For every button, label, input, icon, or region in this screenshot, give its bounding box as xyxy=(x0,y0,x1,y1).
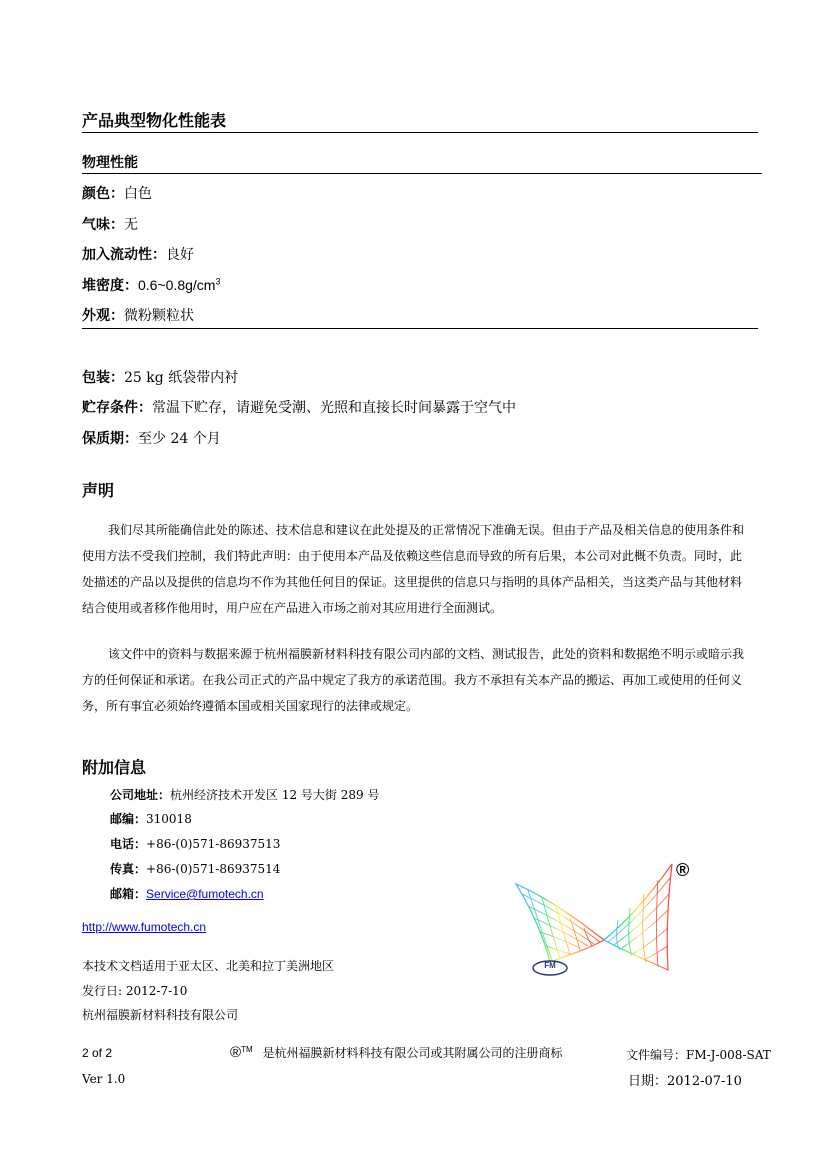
property-value: 微粉颗粒状 xyxy=(124,308,194,324)
issue-date: 发行日: 2012-7-10 xyxy=(82,984,188,998)
email-link[interactable]: Service@fumotech.cn xyxy=(146,887,264,901)
postal-code: 邮编：310018 xyxy=(110,812,192,826)
physical-heading: 物理性能 xyxy=(82,155,138,171)
superscript: 3 xyxy=(215,276,221,287)
company-name: 杭州福膜新材料科技有限公司 xyxy=(82,1008,239,1022)
property-value: 0.6~0.8g/cm xyxy=(138,277,216,293)
email: 邮箱：Service@fumotech.cn xyxy=(110,887,264,901)
document-number: 文件编号：FM-J-008-SAT xyxy=(626,1048,771,1062)
property-value: 白色 xyxy=(124,186,152,202)
property-appearance: 外观：微粉颗粒状 xyxy=(82,308,194,324)
page-title: 产品典型物化性能表 xyxy=(82,111,227,130)
property-flowability: 加入流动性：良好 xyxy=(82,247,194,263)
fax: 传真：+86-(0)571-86937514 xyxy=(110,862,281,876)
title-divider xyxy=(82,132,758,133)
property-color: 颜色：白色 xyxy=(82,186,152,202)
tm-mark: TM xyxy=(241,1045,253,1054)
packaging: 包装：25 kg 纸袋带内衬 xyxy=(82,370,239,386)
property-bulk-density: 堆密度：$0.6\sim 0.8g/cm^3$ xyxy=(82,276,221,294)
statement-paragraph-2: 该文件中的资料与数据来源于杭州福膜新材料科技有限公司内部的文档、测试报告，此处的资料和数据绝不明示或暗示我 方的任何保证和承诺。在我公司正式的产品中规定了我方的承诺范围。我方不承担有关本产品的搬运、再加工或使用的任何义 务，所有事宜必须始终遵循本国或相关国家现行的法律或规定。 xyxy=(82,647,745,713)
footer-date: 日期：2012-07-10 xyxy=(628,1074,742,1089)
trademark-notice: ®™ 是杭州福膜新材料科技有限公司或其附属公司的注册商标 xyxy=(230,1044,563,1061)
website xyxy=(82,920,206,934)
property-odor: 气味：无 xyxy=(82,217,138,233)
physical-end-divider xyxy=(82,328,758,329)
phone: 电话：+86-(0)571-86937513 xyxy=(110,837,281,851)
region-note: 本技术文档适用于亚太区、北美和拉丁美洲地区 xyxy=(82,959,335,973)
physical-divider xyxy=(82,173,762,174)
property-value: 良好 xyxy=(166,247,194,263)
company-address: 公司地址：杭州经济技术开发区 12 号大街 289 号 xyxy=(110,788,380,802)
version: Ver 1.0 xyxy=(82,1072,126,1086)
registered-mark-icon: ® xyxy=(676,860,690,880)
shelf-life: 保质期：至少 24 个月 xyxy=(82,431,221,447)
registered-mark-icon: ® xyxy=(230,1044,242,1061)
website-link[interactable]: http://www.fumotech.cn xyxy=(82,920,207,934)
property-value: 无 xyxy=(124,217,138,233)
storage-conditions: 贮存条件：常温下贮存，请避免受潮、光照和直接长时间暴露于空气中 xyxy=(82,400,516,416)
statement-paragraph-1: 我们尽其所能确信此处的陈述、技术信息和建议在此处提及的正常情况下准确无误。但由于产品及相关信息的使用条件和 使用方法不受我们控制，我们特此声明：由于使用本产品及依赖这些信息而导致的所有后果，本公司对此概不负责。同时，此 处描述的产品以及提供的信息均不作为其他任何目的保证。这里提供的信息只与指明的具体产品相关，当这类产品与其他材料 结合使用或者移作他用时，用户应在产品进入市场之前对其应用进行全面测试。 xyxy=(82,523,745,615)
logo-badge-text: FM xyxy=(544,961,556,970)
page-number: 2 of 2 xyxy=(82,1046,113,1060)
company-logo xyxy=(508,858,704,982)
additional-heading: 附加信息 xyxy=(82,758,147,777)
statement-heading: 声明 xyxy=(82,481,115,500)
